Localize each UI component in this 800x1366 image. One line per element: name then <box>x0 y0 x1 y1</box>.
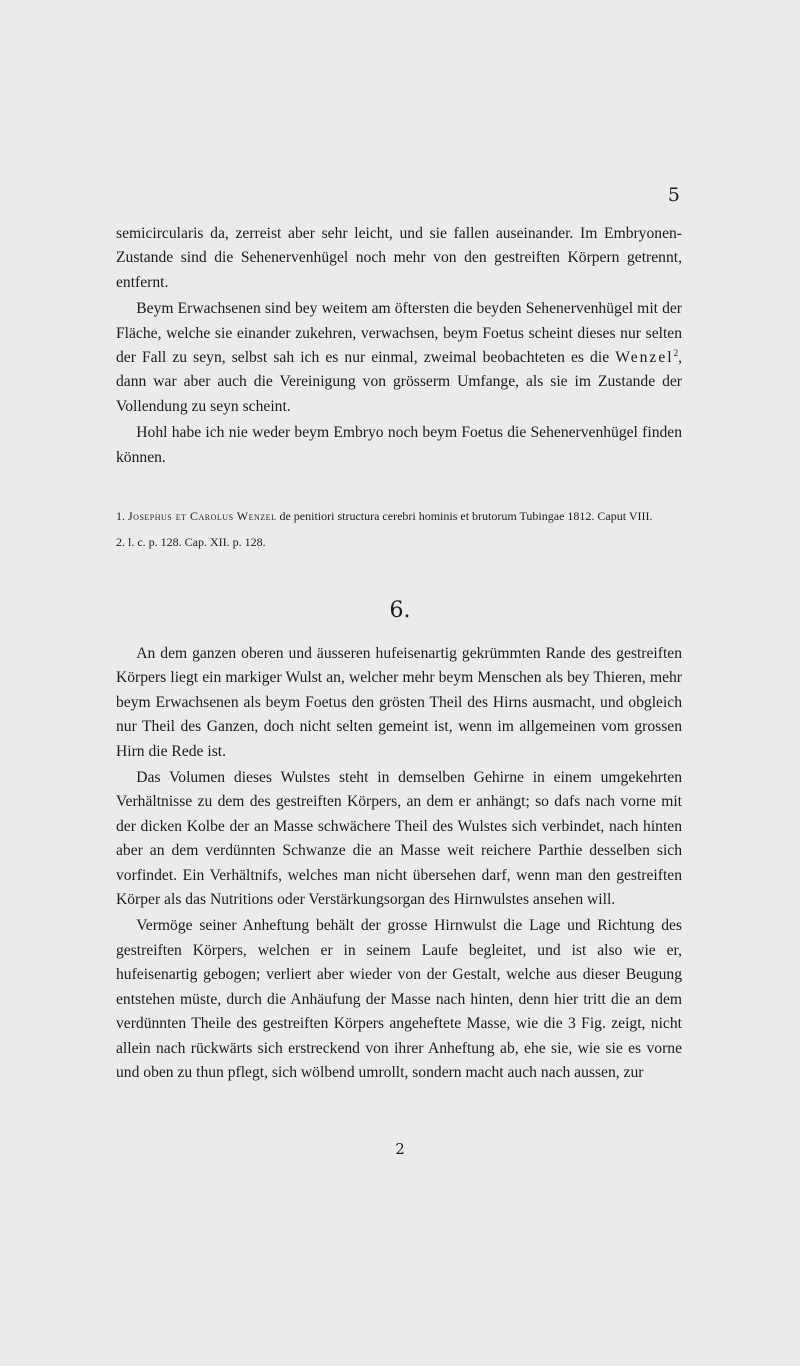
paragraph-adults-fusion <box>116 297 682 419</box>
author-name: Wenzel <box>615 349 674 367</box>
footnote-ref: 2 <box>673 347 679 358</box>
footnote-number: 1. <box>116 509 125 523</box>
paragraph-continuation: semicircularis da, zerreist aber sehr leicht, und sie fallen auseinander. Im Embryonen-Zustande sind die Sehenervenhügel noch mehr von den gestreiften Körpern getrennt, entfernt. <box>116 225 682 291</box>
paragraph-text: Beym Erwachsenen sind bey weitem am öftersten die beyden Sehenervenhügel mit der Fläche, welche sie einander zukehren, verwachsen, beym Foetus scheint dieses nur selten der Fall zu seyn, selbst sah ich es nur einmal, zweimal beobachteten es die <box>116 300 682 367</box>
section-text-block <box>116 642 682 1087</box>
paragraph-wulst: An dem ganzen oberen und äusseren hufeisenartig gekrümmten Rande des gestreiften Körpers liegt ein markiger Wulst an, welcher mehr beym Menschen als bey Thieren, mehr beym Erwachsenen als beym Foetus den grösten Theil des Hirns ausmacht, und obgleich nur Theil des Ganzen, doch nicht selten gemeint ist, wenn im allgemeinen vom grossen Hirn die Rede ist. <box>116 645 682 760</box>
intro-text-block <box>116 222 682 472</box>
paragraph-hollow: Hohl habe ich nie weder beym Embryo noch beym Foetus die Sehenervenhügel finden können. <box>116 424 682 466</box>
paragraph-tail: , dann war aber auch die Vereinigung von grösserm Umfange, als sie im Zustande der Vollendung zu seyn scheint. <box>116 349 682 415</box>
footnotes <box>116 506 682 552</box>
footnote-text: de penitiori structura cerebri hominis et brutorum Tubingae 1812. Caput VIII. <box>276 509 653 523</box>
paragraph-anheftung: Vermöge seiner Anheftung behält der grosse Hirnwulst die Lage und Richtung des gestreiften Körpers, welchen er in seinem Laufe begleitet, und ist also wie er, hufeisenartig gebogen; verliert aber wieder von der Gestalt, welche aus dieser Beugung entstehen müste, durch die Anhäufung der Masse nach hinten, denn hier tritt die an dem verdünnten Theile des gestreiften Körpers angeheftete Masse, wie die 3 Fig. zeigt, nicht allein nach rückwärts sich erstreckend von ihrer Anheftung ab, ehe sie, wie sie es vorne und oben zu thun pflegt, sich wölbend umrollt, sondern macht auch nach aussen, zur <box>116 917 682 1081</box>
section-heading: 6. <box>389 598 411 623</box>
footnote-authors: Josephus et Carolus Wenzel <box>128 509 277 523</box>
signature-mark: 2 <box>395 1140 405 1158</box>
paragraph-volumen: Das Volumen dieses Wulstes steht in demselben Gehirne in einem umgekehrten Verhältnisse zu dem des gestreiften Körpers, an dem er anhängt; so dafs nach vorne mit der dicken Kolbe der an Masse schwächere Theil des Wulstes sich verbindet, nach hinten aber an dem verdünnten Schwanze die an Masse weit reichere Parthie desselben sich vorfindet. Ein Verhältnifs, welches man nicht übersehen darf, wenn man den gestreiften Körper als das Nutritions oder Verstärkungsorgan des Hirnwulstes ansehen will. <box>116 769 682 909</box>
page-number: 5 <box>667 184 680 206</box>
footnote-1 <box>116 506 682 526</box>
footnote-2: 2. l. c. p. 128. Cap. XII. p. 128. <box>116 535 266 549</box>
